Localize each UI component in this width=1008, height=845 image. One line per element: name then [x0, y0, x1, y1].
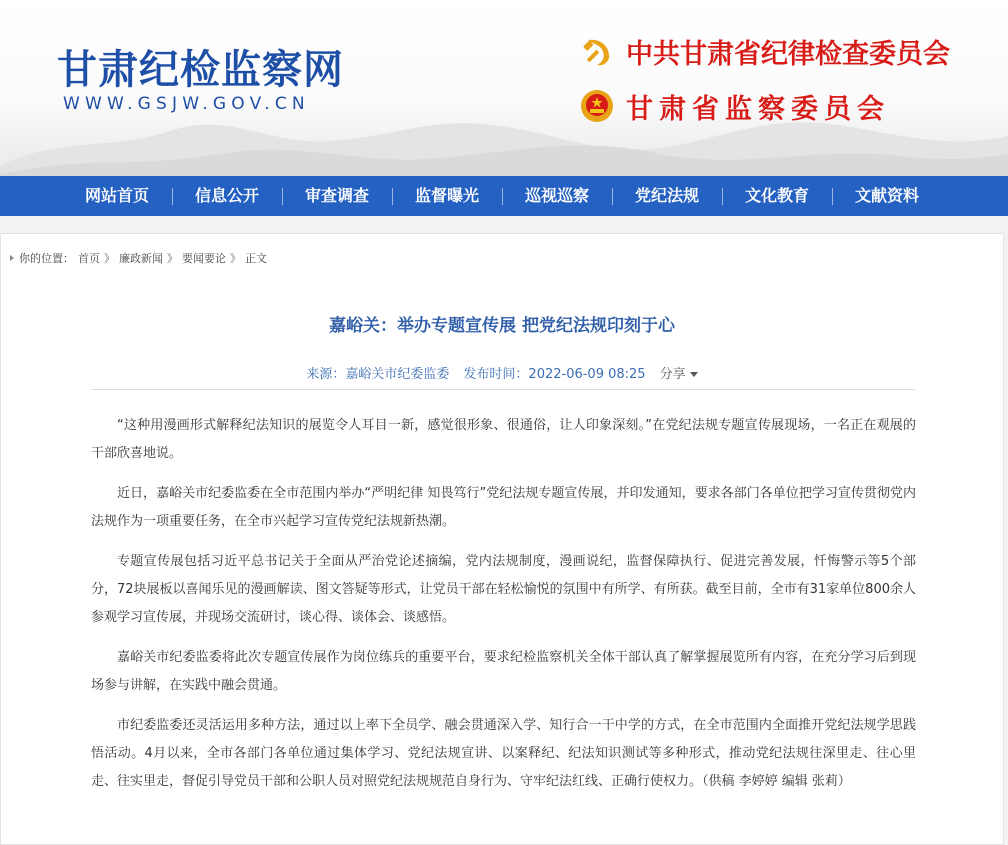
nav-divider	[832, 188, 833, 205]
article-paragraph: 专题宣传展包括习近平总书记关于全面从严治党论述摘编，党内法规制度，漫画说纪，监督保障执行、促进完善发展，忏悔警示等5个部分，72块展板以喜闻乐见的漫画解读、图文答疑等形式，让党员干部在轻松愉悦的氛围中有所学、有所获。截至目前，全市有31家单位800余人参观学习宣传展，并现场交流研讨，谈心得、谈体会、谈感悟。	[91, 554, 916, 625]
org-commission	[580, 31, 950, 71]
nav-divider	[282, 188, 283, 205]
breadcrumb-sep: 》	[104, 252, 115, 265]
nav-divider	[172, 188, 173, 205]
breadcrumb-sep: 》	[167, 252, 178, 265]
article-paragraph: 市纪委监委还灵活运用多种方法，通过以上率下全员学、融会贯通深入学、知行合一干中学的方式，在全市范围内全面推开党纪法规学思践悟活动。4月以来，全市各部门各单位通过集体学习、党纪法规宣讲、以案释纪、纪法知识测试等多种形式，推动党纪法规往深里走、往心里走、往实里走，督促引导党员干部和公职人员对照党纪法规规范自身行为、守牢纪法红线、正确行使权力。（供稿 李婷婷 编辑 张莉）	[91, 718, 916, 789]
org-supervision-name: 甘肃省监察委员会	[626, 93, 890, 125]
nav-item-regulations[interactable]: 党纪法规	[634, 186, 699, 205]
share-button[interactable]	[660, 367, 698, 382]
share-label: 分享	[659, 367, 686, 382]
nav-divider	[722, 188, 723, 205]
article-source: 来源：嘉峪关市纪委监委	[306, 367, 450, 382]
title-divider	[91, 389, 915, 390]
org-supervision	[580, 86, 890, 126]
nav-item-home[interactable]: 网站首页	[84, 186, 149, 205]
article-paragraph: 近日，嘉峪关市纪委监委在全市范围内举办“严明纪律 知畏笃行”党纪法规专题宣传展，并印发通知，要求各部门各单位把学习宣传贯彻党内法规作为一项重要任务，在全市兴起学习宣传党纪法规新热潮。	[91, 486, 916, 529]
breadcrumb-section[interactable]: 廉政新闻	[119, 252, 163, 265]
article-body	[91, 412, 916, 808]
breadcrumb	[10, 250, 271, 266]
article-paragraph: 嘉峪关市纪委监委将此次专题宣传展作为岗位练兵的重要平台，要求纪检监察机关全体干部认真了解掌握展览所有内容，在充分学习后到现场参与讲解，在实践中融会贯通。	[91, 650, 916, 693]
nav-item-inspection[interactable]: 巡视巡察	[524, 186, 589, 205]
site-title[interactable]: 甘肃纪检监察网	[57, 46, 344, 93]
org-commission-name: 中共甘肃省纪律检查委员会	[626, 38, 950, 70]
main-nav	[0, 176, 1008, 216]
header-banner	[0, 0, 1008, 176]
breadcrumb-current: 正文	[245, 252, 267, 265]
national-emblem-icon	[580, 89, 614, 123]
breadcrumb-sep: 》	[230, 252, 241, 265]
nav-item-exposure[interactable]: 监督曝光	[414, 186, 479, 205]
article-card	[0, 233, 1004, 845]
party-emblem-icon	[580, 34, 614, 68]
article-title: 嘉峪关：举办专题宣传展 把党纪法规印刻于心	[329, 316, 675, 336]
breadcrumb-home[interactable]: 首页	[78, 252, 100, 265]
nav-item-culture[interactable]: 文化教育	[744, 186, 809, 205]
nav-divider	[612, 188, 613, 205]
nav-item-investigation[interactable]: 审查调查	[304, 186, 369, 205]
article-meta	[1, 363, 1003, 382]
nav-divider	[502, 188, 503, 205]
nav-item-info[interactable]: 信息公开	[194, 186, 259, 205]
site-url[interactable]: WWW.GSJW.GOV.CN	[63, 94, 310, 114]
breadcrumb-arrow-icon	[10, 255, 14, 261]
nav-item-documents[interactable]: 文献资料	[854, 186, 919, 205]
article-paragraph: “这种用漫画形式解释纪法知识的展览令人耳目一新，感觉很形象、很通俗，让人印象深刻。”在党纪法规专题宣传展现场，一名正在观展的干部欣喜地说。	[91, 418, 916, 461]
breadcrumb-prefix: 你的位置：	[19, 252, 74, 265]
article-published: 发布时间：2022-06-09 08:25	[463, 367, 646, 382]
breadcrumb-subsection[interactable]: 要闻要论	[182, 252, 226, 265]
chevron-down-icon	[690, 372, 698, 377]
nav-divider	[392, 188, 393, 205]
